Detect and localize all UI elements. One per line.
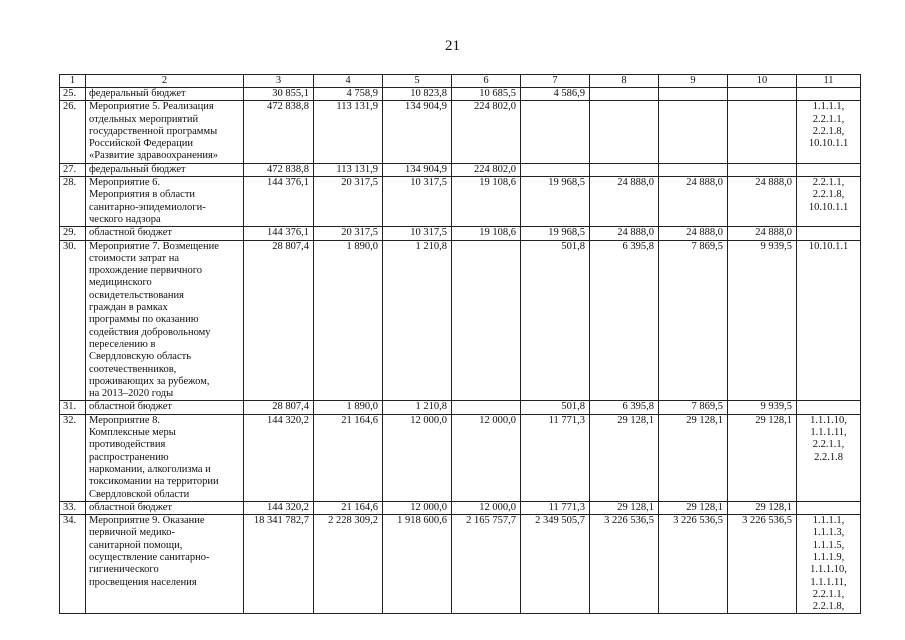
row-number: 25. xyxy=(60,88,86,101)
value-cell: 472 838,8 xyxy=(244,163,314,176)
row-name-line: ческого надзора xyxy=(89,213,161,225)
column-header: 10 xyxy=(728,75,797,88)
row-name-cell xyxy=(86,101,244,163)
row-name-line: гигиенического xyxy=(89,564,159,576)
value-cell: 1 918 600,6 xyxy=(383,515,452,614)
value-cell: 19 108,6 xyxy=(452,227,521,240)
column-header: 4 xyxy=(314,75,383,88)
value-cell: 7 869,5 xyxy=(659,240,728,401)
table-row xyxy=(60,401,861,414)
value-cell: 11 771,3 xyxy=(521,414,590,501)
value-cell: 24 888,0 xyxy=(590,227,659,240)
value-cell xyxy=(452,240,521,401)
row-name-cell xyxy=(86,227,244,240)
value-cell xyxy=(728,163,797,176)
value-cell: 1 890,0 xyxy=(314,401,383,414)
row-name-line: граждан в рамках xyxy=(89,302,168,314)
row-name-line: осуществление санитарно- xyxy=(89,551,210,563)
column-header: 7 xyxy=(521,75,590,88)
column-header: 5 xyxy=(383,75,452,88)
row-number: 27. xyxy=(60,163,86,176)
value-cell: 1 210,8 xyxy=(383,240,452,401)
row-name-line: переселению в xyxy=(89,338,156,350)
value-cell: 224 802,0 xyxy=(452,163,521,176)
value-cell: 24 888,0 xyxy=(728,227,797,240)
row-name-line: проживающих за рубежом, xyxy=(89,375,210,387)
row-name-line: Мероприятие 8. xyxy=(89,414,161,426)
row-name-line: Мероприятия в области xyxy=(89,189,196,201)
value-cell: 1 210,8 xyxy=(383,401,452,414)
table-body xyxy=(60,88,861,614)
value-cell: 12 000,0 xyxy=(383,501,452,514)
table-row xyxy=(60,163,861,176)
row-name-line: программы по оказанию xyxy=(89,314,199,326)
row-name-line: противодействия xyxy=(89,439,166,451)
row-name-cell xyxy=(86,501,244,514)
value-cell: 144 320,2 xyxy=(244,501,314,514)
value-cell: 21 164,6 xyxy=(314,414,383,501)
row-number: 32. xyxy=(60,414,86,501)
value-cell xyxy=(521,163,590,176)
value-cell: 134 904,9 xyxy=(383,101,452,163)
value-cell: 6 395,8 xyxy=(590,401,659,414)
row-name-line: распространению xyxy=(89,451,169,463)
row-number: 28. xyxy=(60,177,86,227)
target-indicators-cell xyxy=(797,101,861,163)
value-cell: 1 890,0 xyxy=(314,240,383,401)
row-name-line: Комплексные меры xyxy=(89,427,176,439)
value-cell: 4 586,9 xyxy=(521,88,590,101)
table-row xyxy=(60,101,861,163)
target-indicator: 2.2.1.1, xyxy=(812,113,845,125)
target-indicator: 1.1.1.5, xyxy=(812,539,845,551)
value-cell: 472 838,8 xyxy=(244,101,314,163)
value-cell: 20 317,5 xyxy=(314,227,383,240)
value-cell: 113 131,9 xyxy=(314,163,383,176)
value-cell: 24 888,0 xyxy=(590,177,659,227)
column-header: 9 xyxy=(659,75,728,88)
target-indicator: 1.1.1.1, xyxy=(812,515,845,527)
value-cell: 24 888,0 xyxy=(728,177,797,227)
value-cell: 10 685,5 xyxy=(452,88,521,101)
column-header: 3 xyxy=(244,75,314,88)
row-name-cell xyxy=(86,88,244,101)
target-indicator: 1.1.1.1, xyxy=(812,101,845,113)
header-row xyxy=(60,75,861,88)
value-cell: 144 320,2 xyxy=(244,414,314,501)
target-indicator: 1.1.1.11, xyxy=(810,427,847,439)
row-name-cell xyxy=(86,240,244,401)
row-name-line: Мероприятие 6. xyxy=(89,177,161,189)
row-name-line: «Развитие здравоохранения» xyxy=(89,150,219,162)
row-name-line: соотечественников, xyxy=(89,363,177,375)
value-cell xyxy=(590,163,659,176)
value-cell: 10 823,8 xyxy=(383,88,452,101)
target-indicators-cell xyxy=(797,515,861,614)
value-cell: 29 128,1 xyxy=(659,414,728,501)
value-cell xyxy=(659,101,728,163)
row-name-line: освидетельствования xyxy=(89,289,184,301)
row-name-line: областной бюджет xyxy=(89,401,172,413)
target-indicator: 10.10.1.1 xyxy=(808,201,849,213)
target-indicators-cell xyxy=(797,240,861,401)
value-cell: 113 131,9 xyxy=(314,101,383,163)
target-indicators-cell xyxy=(797,401,861,414)
row-name-line: отдельных мероприятий xyxy=(89,113,199,125)
row-name-line: просвещения населения xyxy=(89,576,197,588)
row-name-line: санитарно-эпидемиологи- xyxy=(89,201,206,213)
row-name-line: прохождение первичного xyxy=(89,265,203,277)
value-cell: 134 904,9 xyxy=(383,163,452,176)
column-header: 6 xyxy=(452,75,521,88)
row-name-line: медицинского xyxy=(89,277,152,289)
value-cell: 501,8 xyxy=(521,240,590,401)
table-row xyxy=(60,88,861,101)
row-name-line: Свердловской области xyxy=(89,488,190,500)
table-row xyxy=(60,240,861,401)
value-cell: 30 855,1 xyxy=(244,88,314,101)
row-number: 31. xyxy=(60,401,86,414)
target-indicator: 1.1.1.10, xyxy=(810,414,847,426)
target-indicators-cell xyxy=(797,88,861,101)
row-name-line: Российской Федерации xyxy=(89,138,193,150)
value-cell: 9 939,5 xyxy=(728,240,797,401)
table-row xyxy=(60,515,861,614)
target-indicator: 10.10.1.1 xyxy=(808,138,849,150)
value-cell: 29 128,1 xyxy=(728,414,797,501)
target-indicator: 2.2.1.8, xyxy=(812,189,845,201)
target-indicators-cell xyxy=(797,414,861,501)
row-name-line: наркомании, алкоголизма и xyxy=(89,463,211,475)
value-cell: 29 128,1 xyxy=(590,501,659,514)
value-cell: 12 000,0 xyxy=(452,501,521,514)
value-cell xyxy=(728,88,797,101)
value-cell: 29 128,1 xyxy=(728,501,797,514)
value-cell: 12 000,0 xyxy=(452,414,521,501)
target-indicators-cell xyxy=(797,177,861,227)
target-indicators-cell xyxy=(797,163,861,176)
row-name-line: первичной медико- xyxy=(89,527,175,539)
row-name-line: токсикомании на территории xyxy=(89,476,219,488)
value-cell: 9 939,5 xyxy=(728,401,797,414)
value-cell: 2 165 757,7 xyxy=(452,515,521,614)
target-indicator: 2.2.1.1, xyxy=(812,588,845,600)
row-name-line: Мероприятие 5. Реализация xyxy=(89,101,214,113)
row-name-cell xyxy=(86,515,244,614)
value-cell xyxy=(659,163,728,176)
table-row xyxy=(60,414,861,501)
value-cell: 28 807,4 xyxy=(244,240,314,401)
table-row xyxy=(60,177,861,227)
value-cell: 2 228 309,2 xyxy=(314,515,383,614)
value-cell: 10 317,5 xyxy=(383,177,452,227)
target-indicator: 2.2.1.1, xyxy=(812,439,845,451)
row-name-line: федеральный бюджет xyxy=(89,163,186,175)
value-cell xyxy=(590,101,659,163)
value-cell: 7 869,5 xyxy=(659,401,728,414)
row-name-line: государственной программы xyxy=(89,125,218,137)
target-indicator: 1.1.1.3, xyxy=(812,527,845,539)
target-indicator: 2.2.1.8, xyxy=(812,125,845,137)
value-cell: 29 128,1 xyxy=(659,501,728,514)
program-table xyxy=(59,74,861,614)
value-cell: 20 317,5 xyxy=(314,177,383,227)
value-cell: 19 968,5 xyxy=(521,177,590,227)
row-name-line: федеральный бюджет xyxy=(89,88,186,99)
value-cell: 19 968,5 xyxy=(521,227,590,240)
target-indicators-cell xyxy=(797,501,861,514)
value-cell: 18 341 782,7 xyxy=(244,515,314,614)
row-name-line: областной бюджет xyxy=(89,227,172,239)
value-cell: 21 164,6 xyxy=(314,501,383,514)
target-indicators-cell xyxy=(797,227,861,240)
row-name-line: Свердловскую область xyxy=(89,351,192,363)
row-number: 30. xyxy=(60,240,86,401)
value-cell: 28 807,4 xyxy=(244,401,314,414)
value-cell: 19 108,6 xyxy=(452,177,521,227)
value-cell xyxy=(659,88,728,101)
table-row xyxy=(60,227,861,240)
row-name-line: стоимости затрат на xyxy=(89,252,180,264)
value-cell: 3 226 536,5 xyxy=(728,515,797,614)
page-number: 21 xyxy=(445,38,460,54)
value-cell: 144 376,1 xyxy=(244,177,314,227)
target-indicator: 2.2.1.8, xyxy=(812,601,845,613)
row-name-line: Мероприятие 9. Оказание xyxy=(89,515,205,527)
value-cell: 224 802,0 xyxy=(452,101,521,163)
value-cell: 144 376,1 xyxy=(244,227,314,240)
row-name-cell xyxy=(86,177,244,227)
row-name-line: областной бюджет xyxy=(89,501,172,513)
row-number: 26. xyxy=(60,101,86,163)
value-cell: 3 226 536,5 xyxy=(659,515,728,614)
row-name-cell xyxy=(86,414,244,501)
target-indicator: 1.1.1.11, xyxy=(810,576,847,588)
value-cell: 2 349 505,7 xyxy=(521,515,590,614)
table-row xyxy=(60,501,861,514)
row-number: 34. xyxy=(60,515,86,614)
column-header: 1 xyxy=(60,75,86,88)
value-cell: 11 771,3 xyxy=(521,501,590,514)
target-indicator: 2.2.1.8 xyxy=(814,451,843,463)
row-name-line: содействия добровольному xyxy=(89,326,211,338)
value-cell: 10 317,5 xyxy=(383,227,452,240)
value-cell: 501,8 xyxy=(521,401,590,414)
value-cell: 3 226 536,5 xyxy=(590,515,659,614)
value-cell: 4 758,9 xyxy=(314,88,383,101)
value-cell xyxy=(728,101,797,163)
target-indicator: 1.1.1.9, xyxy=(812,551,845,563)
value-cell: 29 128,1 xyxy=(590,414,659,501)
value-cell xyxy=(452,401,521,414)
row-name-cell xyxy=(86,401,244,414)
value-cell: 24 888,0 xyxy=(659,227,728,240)
target-indicator: 10.10.1.1 xyxy=(808,240,849,252)
row-name-line: санитарной помощи, xyxy=(89,539,183,551)
row-number: 29. xyxy=(60,227,86,240)
row-name-line: Мероприятие 7. Возмещение xyxy=(89,240,219,252)
column-header: 2 xyxy=(86,75,244,88)
target-indicator: 2.2.1.1, xyxy=(812,177,845,189)
value-cell: 12 000,0 xyxy=(383,414,452,501)
value-cell xyxy=(590,88,659,101)
column-header: 11 xyxy=(797,75,861,88)
row-name-line: на 2013–2020 годы xyxy=(89,388,174,400)
row-number: 33. xyxy=(60,501,86,514)
value-cell: 24 888,0 xyxy=(659,177,728,227)
value-cell: 6 395,8 xyxy=(590,240,659,401)
value-cell xyxy=(521,101,590,163)
target-indicator: 1.1.1.10, xyxy=(810,564,847,576)
row-name-cell xyxy=(86,163,244,176)
column-header: 8 xyxy=(590,75,659,88)
